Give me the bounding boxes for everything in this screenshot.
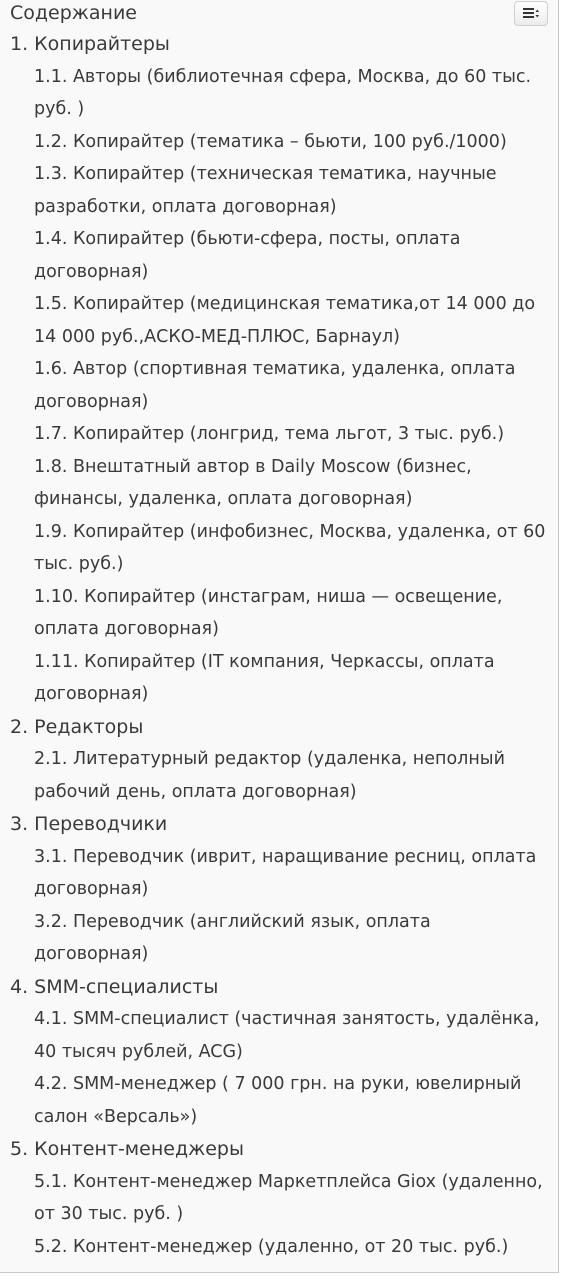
toc-section — [0, 711, 558, 809]
toc-subitem-link[interactable]: 2.1. Литературный редактор (удаленка, неполный рабочий день, оплата договорная) — [34, 749, 505, 802]
toc-subitem — [0, 646, 558, 711]
toc-subitem-link[interactable]: 5.1. Контент-менеджер Маркетплейса Giox (удаленно, от 30 тыс. руб. ) — [34, 1171, 543, 1224]
toc-sublist — [0, 1166, 558, 1264]
toc-subitem-link[interactable]: 4.1. SMM-специалист (частичная занятость, удалёнка, 40 тысяч рублей, ACG) — [34, 1009, 540, 1062]
toc-subitem — [0, 516, 558, 581]
toc-subitem — [0, 223, 558, 288]
toc-section — [0, 971, 558, 1134]
toc-toggle-button[interactable] — [514, 1, 548, 26]
toc-subitem — [0, 841, 558, 906]
toc-section — [0, 808, 558, 971]
toc-section-link[interactable]: 4. SMM-специалисты — [10, 975, 219, 998]
toc-subitem-link[interactable]: 5.2. Контент-менеджер (удаленно, от 20 тыс. руб.) — [34, 1236, 509, 1257]
toc-subitem-link[interactable]: 1.1. Авторы (библиотечная сфера, Москва, до 60 тыс. руб. ) — [34, 66, 532, 119]
toc-subitem-link[interactable]: 3.1. Переводчик (иврит, наращивание ресниц, оплата договорная) — [34, 846, 537, 899]
toc-subitem — [0, 581, 558, 646]
toc-section — [0, 28, 558, 711]
toc-subitem — [0, 61, 558, 126]
toc-header — [0, 0, 558, 28]
toc-subitem — [0, 353, 558, 418]
toc-subitem — [0, 743, 558, 808]
toc-sublist — [0, 743, 558, 808]
toc-subitem-link[interactable]: 1.10. Копирайтер (инстаграм, ниша — освещение, оплата договорная) — [34, 586, 503, 639]
toc-section — [0, 1133, 558, 1263]
toc-subitem-link[interactable]: 1.4. Копирайтер (бьюти-сфера, посты, оплата договорная) — [34, 229, 461, 282]
toc-section-link[interactable]: 3. Переводчики — [10, 813, 168, 835]
toc-subitem — [0, 1068, 558, 1133]
toc-subitem-link[interactable]: 1.6. Автор (спортивная тематика, удаленка, оплата договорная) — [34, 359, 516, 412]
toc-subitem-link[interactable]: 1.11. Копирайтер (IT компания, Черкассы, оплата договорная) — [34, 651, 495, 704]
toc-subitem-link[interactable]: 1.5. Копирайтер (медицинская тематика,от 14 000 до 14 000 руб.,АСКО-МЕД-ПЛЮС, Барнаул) — [34, 294, 536, 347]
toc-subitem-link[interactable]: 4.2. SMM-менеджер ( 7 000 грн. на руки, ювелирный салон «Версаль») — [34, 1074, 522, 1127]
toc-subitem-link[interactable]: 1.7. Копирайтер (лонгрид, тема льгот, 3 тыс. руб.) — [34, 424, 505, 444]
toc-subitem — [0, 1003, 558, 1068]
toc-subitem-link[interactable]: 1.3. Копирайтер (техническая тематика, научные разработки, оплата договорная) — [34, 164, 497, 217]
toc-subitem — [0, 418, 558, 451]
toc-subitem — [0, 126, 558, 159]
toc-subitem-link[interactable]: 1.2. Копирайтер (тематика – бьюти, 100 руб./1000) — [34, 131, 507, 152]
toc-section-link[interactable]: 5. Контент-менеджеры — [10, 1138, 244, 1160]
toc-list — [0, 28, 558, 1263]
toc-section-link[interactable]: 2. Редакторы — [10, 715, 144, 738]
toc-subitem-link[interactable]: 3.2. Переводчик (английский язык, оплата договорная) — [34, 911, 431, 964]
toc-subitem — [0, 158, 558, 223]
toc-subitem — [0, 1231, 558, 1264]
toc-sublist — [0, 61, 558, 711]
toc-subitem — [0, 451, 558, 516]
toc-sublist — [0, 1003, 558, 1133]
toc-subitem-link[interactable]: 1.9. Копирайтер (инфобизнес, Москва, удаленка, от 60 тыс. руб.) — [34, 521, 546, 574]
list-toggle-icon — [522, 7, 540, 21]
toc-subitem — [0, 1166, 558, 1231]
toc-subitem — [0, 906, 558, 971]
toc-sublist — [0, 841, 558, 971]
toc-section-link[interactable]: 1. Копирайтеры — [10, 33, 170, 55]
toc-subitem-link[interactable]: 1.8. Внештатный автор в Daily Moscow (бизнес, финансы, удаленка, оплата договорная) — [34, 456, 472, 509]
toc-subitem — [0, 288, 558, 353]
toc-title: Содержание — [10, 2, 137, 24]
